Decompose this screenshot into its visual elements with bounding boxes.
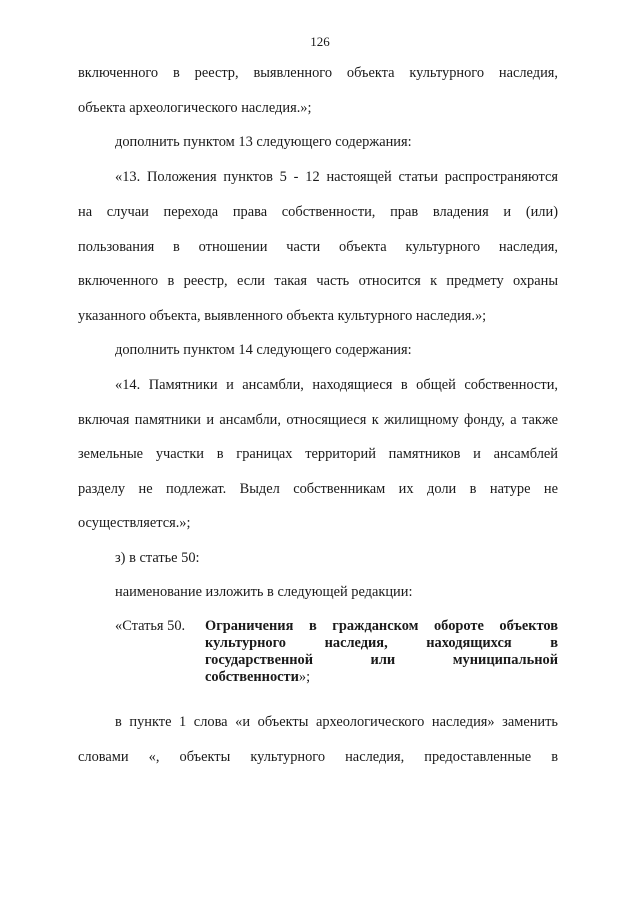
page-number: 126: [310, 34, 330, 49]
text-line: включенного в реестр, выявленного объекта культурного наследия,: [78, 65, 558, 81]
text-line: наименование изложить в следующей редакции:: [115, 584, 413, 600]
text-line: «13. Положения пунктов 5 - 12 настоящей статьи распространяются: [115, 169, 558, 185]
text-line: «14. Памятники и ансамбли, находящиеся в общей собственности,: [115, 377, 558, 393]
article-heading-punctuation: »;: [298, 669, 311, 685]
text-line: разделу не подлежат. Выдел собственникам их доли в натуре не: [78, 481, 558, 497]
article-heading-line: культурного наследия, находящихся в: [205, 635, 558, 651]
article-heading-line: [205, 669, 558, 686]
text-line: словами «, объекты культурного наследия, предоставленные в: [78, 749, 558, 765]
text-line: включая памятники и ансамбли, относящиеся к жилищному фонду, а также: [78, 412, 558, 428]
article-heading-line: государственной или муниципальной: [205, 652, 558, 668]
text-line: объекта археологического наследия.»;: [78, 100, 312, 116]
text-line: включенного в реестр, если такая часть относится к предмету охраны: [78, 273, 558, 289]
article-label: «Статья 50.: [115, 618, 186, 634]
text-line: земельные участки в границах территорий памятников и ансамблей: [78, 446, 558, 462]
article-heading-line: Ограничения в гражданском обороте объектов: [205, 618, 558, 634]
text-line: пользования в отношении части объекта культурного наследия,: [78, 239, 558, 255]
text-line: дополнить пунктом 14 следующего содержания:: [115, 342, 412, 358]
article-heading-text: собственности: [205, 669, 299, 685]
text-line: осуществляется.»;: [78, 515, 191, 531]
text-line: з) в статье 50:: [115, 550, 200, 566]
text-line: указанного объекта, выявленного объекта культурного наследия.»;: [78, 308, 487, 324]
text-line: на случаи перехода права собственности, прав владения и (или): [78, 204, 558, 220]
text-line: в пункте 1 слова «и объекты археологического наследия» заменить: [115, 714, 558, 730]
text-line: дополнить пунктом 13 следующего содержания:: [115, 134, 412, 150]
